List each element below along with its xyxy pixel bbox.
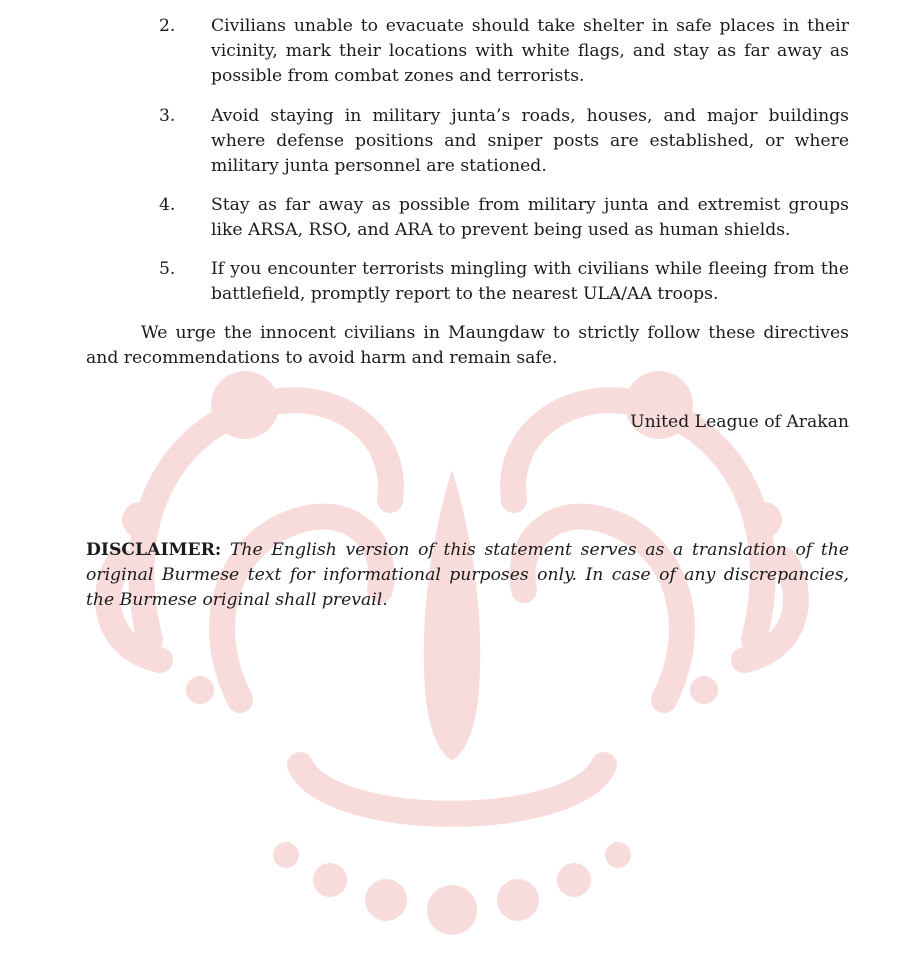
list-item-text: Civilians unable to evacuate should take shelter in safe places in their vicinity, mark their locations with white flags, and stay as far away as possible from combat zones and terrorists. — [211, 16, 849, 86]
signature: United League of Arakan — [630, 412, 849, 432]
list-item-text: If you encounter terrorists mingling with civilians while fleeing from the battlefield, promptly report to the nearest ULA/AA troops. — [211, 259, 849, 304]
disclaimer — [86, 538, 849, 613]
list-item-number: 2. — [159, 16, 176, 36]
disclaimer-text: The English version of this statement serves as a translation of the original Burmese text for informational purposes only. In case of any discrepancies, the Burmese original shall prevail. — [86, 540, 850, 610]
list-item-text: Stay as far away as possible from military junta and extremist groups like ARSA, RSO, and ARA to prevent being used as human shields. — [211, 195, 849, 240]
closing-paragraph: We urge the innocent civilians in Maungdaw to strictly follow these directives and recommendations to avoid harm and remain safe. — [86, 323, 849, 368]
list-item-text: Avoid staying in military junta’s roads, houses, and major buildings where defense positions and sniper posts are established, or where military junta personnel are stationed. — [211, 106, 849, 176]
disclaimer-label: DISCLAIMER: — [86, 540, 222, 560]
list-item-number: 4. — [159, 195, 176, 215]
list-item-number: 5. — [159, 259, 176, 279]
list-item-number: 3. — [159, 106, 176, 126]
